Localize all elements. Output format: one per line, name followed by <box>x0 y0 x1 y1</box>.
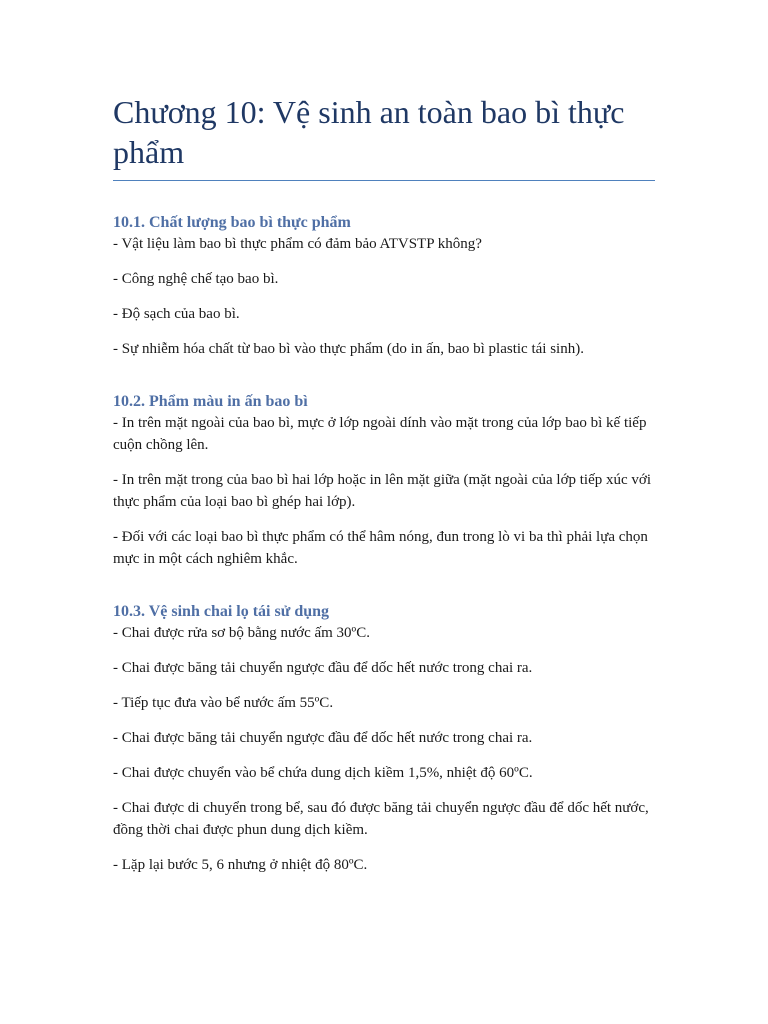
document-page <box>113 92 655 889</box>
paragraph: - Đối với các loại bao bì thực phẩm có thể hâm nóng, đun trong lò vi ba thì phải lựa chọn mực in một cách nghiêm khắc. <box>113 529 648 567</box>
paragraph: - Chai được di chuyển trong bể, sau đó được băng tải chuyển ngược đầu để dốc hết nước, đồng thời chai được phun dung dịch kiềm. <box>113 800 649 838</box>
paragraph: - Độ sạch của bao bì. <box>113 306 240 322</box>
paragraph: - Sự nhiễm hóa chất từ bao bì vào thực phẩm (do in ấn, bao bì plastic tái sinh). <box>113 341 584 357</box>
section-printing-ink <box>113 391 655 570</box>
title-divider <box>113 180 655 181</box>
paragraph: - In trên mặt trong của bao bì hai lớp hoặc in lên mặt giữa (mặt ngoài của lớp tiếp xúc với thực phẩm của loại bao bì ghép hai lớp). <box>113 472 652 510</box>
section-quality <box>113 212 655 360</box>
paragraph: - Chai được chuyển vào bể chứa dung dịch kiềm 1,5%, nhiệt độ 60ºC. <box>113 765 533 781</box>
section-bottle-cleaning <box>113 601 655 876</box>
paragraph: - Tiếp tục đưa vào bể nước ấm 55ºC. <box>113 695 334 711</box>
page-title: Chương 10: Vệ sinh an toàn bao bì thực phẩm <box>113 94 625 170</box>
paragraph: - Chai được băng tải chuyển ngược đầu để dốc hết nước trong chai ra. <box>113 730 533 746</box>
paragraph: - Chai được rửa sơ bộ bằng nước ấm 30ºC. <box>113 625 370 641</box>
paragraph: - Công nghệ chế tạo bao bì. <box>113 271 279 287</box>
paragraph: - Chai được băng tải chuyển ngược đầu để dốc hết nước trong chai ra. <box>113 660 533 676</box>
section-heading: 10.2. Phẩm màu in ấn bao bì <box>113 393 308 410</box>
paragraph: - Lặp lại bước 5, 6 nhưng ở nhiệt độ 80ºC. <box>113 857 368 873</box>
paragraph: - Vật liệu làm bao bì thực phẩm có đảm bảo ATVSTP không? <box>113 236 482 252</box>
section-heading: 10.3. Vệ sinh chai lọ tái sử dụng <box>113 603 330 620</box>
paragraph: - In trên mặt ngoài của bao bì, mực ở lớp ngoài dính vào mặt trong của lớp bao bì kế tiếp cuộn chồng lên. <box>113 415 647 453</box>
section-heading: 10.1. Chất lượng bao bì thực phẩm <box>113 214 351 231</box>
